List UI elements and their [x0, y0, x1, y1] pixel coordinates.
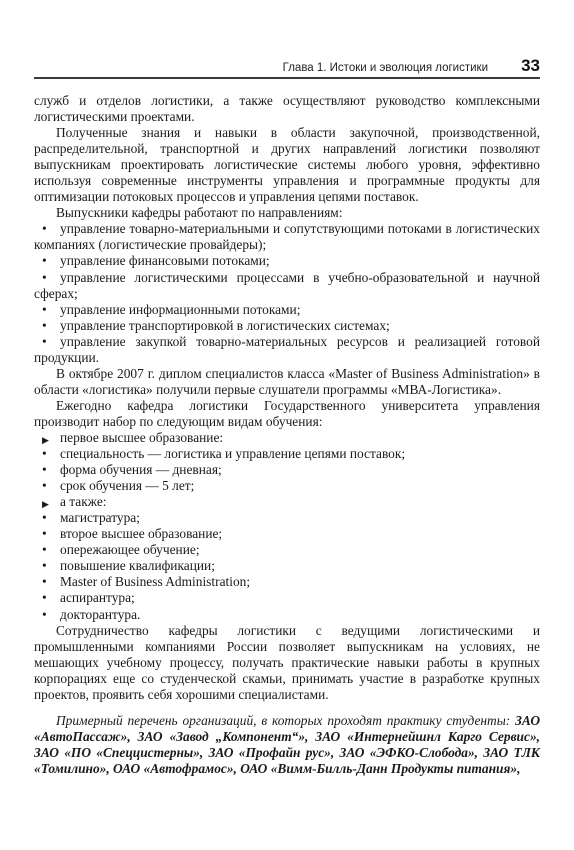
bullet-icon: • [42, 478, 47, 494]
list-item: • аспирантура; [42, 590, 135, 606]
list-item: • второе высшее образование; [42, 526, 223, 542]
organizations-list: ЗАО «АвтоПассаж», ЗАО «Завод „Компонент“», ЗАО «Интернейшнл Карго Сервис», ЗАО «ПО «Спеццистерны», ЗАО «Профайн рус», ЗАО «ЭФКО-Слобода», ЗАО ТЛК «Томилино», ОАО «Автофрамос», ОАО «Вимм-Билль-Данн Продукты питания», [34, 712, 540, 776]
bullet-icon: • [42, 590, 47, 606]
bullet-icon: • [42, 574, 47, 590]
list-item: • управление товарно-материальными и сопутствующими потоками в логистических компаниях (логистические провайдеры); [34, 221, 540, 253]
organizations-lead: Примерный перечень организаций, в которых проходят практику студенты: [56, 712, 511, 728]
bullet-icon: • [42, 253, 47, 269]
bullet-icon: • [42, 269, 47, 285]
list-item: • срок обучения — 5 лет; [42, 478, 195, 494]
chapter-title: Глава 1. Истоки и эволюция логистики [282, 62, 488, 74]
list-item: • управление закупкой товарно-материальных ресурсов и реализацией готовой продукции. [34, 333, 540, 365]
list-heading: ▶ первое высшее образование: [34, 430, 540, 446]
bullet-icon: • [42, 510, 47, 526]
bullet-icon: • [42, 446, 47, 462]
paragraph-directions-intro: Выпускники кафедры работают по направлениям: [56, 205, 343, 221]
study-also-list [34, 494, 540, 622]
bullet-icon: • [42, 606, 47, 622]
bullet-icon: • [42, 301, 47, 317]
bullet-icon: • [42, 333, 47, 349]
arrow-icon: ▶ [42, 499, 49, 510]
list-item: • управление информационными потоками; [42, 301, 301, 317]
list-item: • форма обучения — дневная; [42, 462, 222, 478]
header-rule [34, 77, 540, 79]
running-header [34, 48, 540, 78]
list-item: • специальность — логистика и управление цепями поставок; [42, 446, 406, 462]
study-first-list [34, 430, 540, 494]
bullet-icon: • [42, 558, 47, 574]
list-heading: ▶ а также: [34, 494, 540, 510]
arrow-icon: ▶ [42, 434, 49, 445]
paragraph-continuation: служб и отделов логистики, а также осуществляют руководство комплексными логистическими проектами. [34, 93, 540, 125]
section-gap [34, 703, 540, 713]
list-item: • управление логистическими процессами в учебно-образовательной и научной сферах; [34, 269, 540, 301]
list-item: • управление финансовыми потоками; [42, 253, 270, 269]
list-item: • повышение квалификации; [42, 558, 215, 574]
bullet-icon: • [42, 221, 47, 237]
paragraph-organizations [34, 713, 540, 777]
list-item: • докторантура. [42, 606, 141, 622]
paragraph-cooperation: Сотрудничество кафедры логистики с ведущими логистическими и промышленными компаниями России позволяет выпускникам на условиях, не мешающих учебному процессу, получать практические навыки работы в крупных корпорациях еще со студенческой скамьи, принимать участие в разработке крупных проектов, проявить себя хорошими специалистами. [34, 622, 540, 702]
bullet-icon: • [42, 526, 47, 542]
list-item: • управление транспортировкой в логистических системах; [42, 317, 390, 333]
list-item: • опережающее обучение; [42, 542, 200, 558]
bullet-icon: • [42, 317, 47, 333]
body-text [34, 93, 540, 777]
list-item: • магистратура; [42, 510, 140, 526]
paragraph-mba: В октябре 2007 г. диплом специалистов класса «Master of Business Administration» в области «логистика» получили первые слушатели программы «МВА-Логистика». [34, 365, 540, 397]
bullet-icon: • [42, 542, 47, 558]
page-number: 33 [521, 56, 540, 75]
paragraph-skills: Полученные знания и навыки в области закупочной, производственной, распределительной, транспортной и других направлений логистики позволяют выпускникам проектировать логистические системы любого уровня, эффективно используя современные инструменты управления и программные продукты для оптимизации потоковых процессов и управления цепями поставок. [34, 125, 540, 205]
paragraph-enrollment: Ежегодно кафедра логистики Государственного университета управления производит набор по следующим видам обучения: [34, 397, 540, 429]
bullet-icon: • [42, 462, 47, 478]
list-item: • Master of Business Administration; [42, 574, 251, 590]
directions-list [34, 221, 540, 365]
